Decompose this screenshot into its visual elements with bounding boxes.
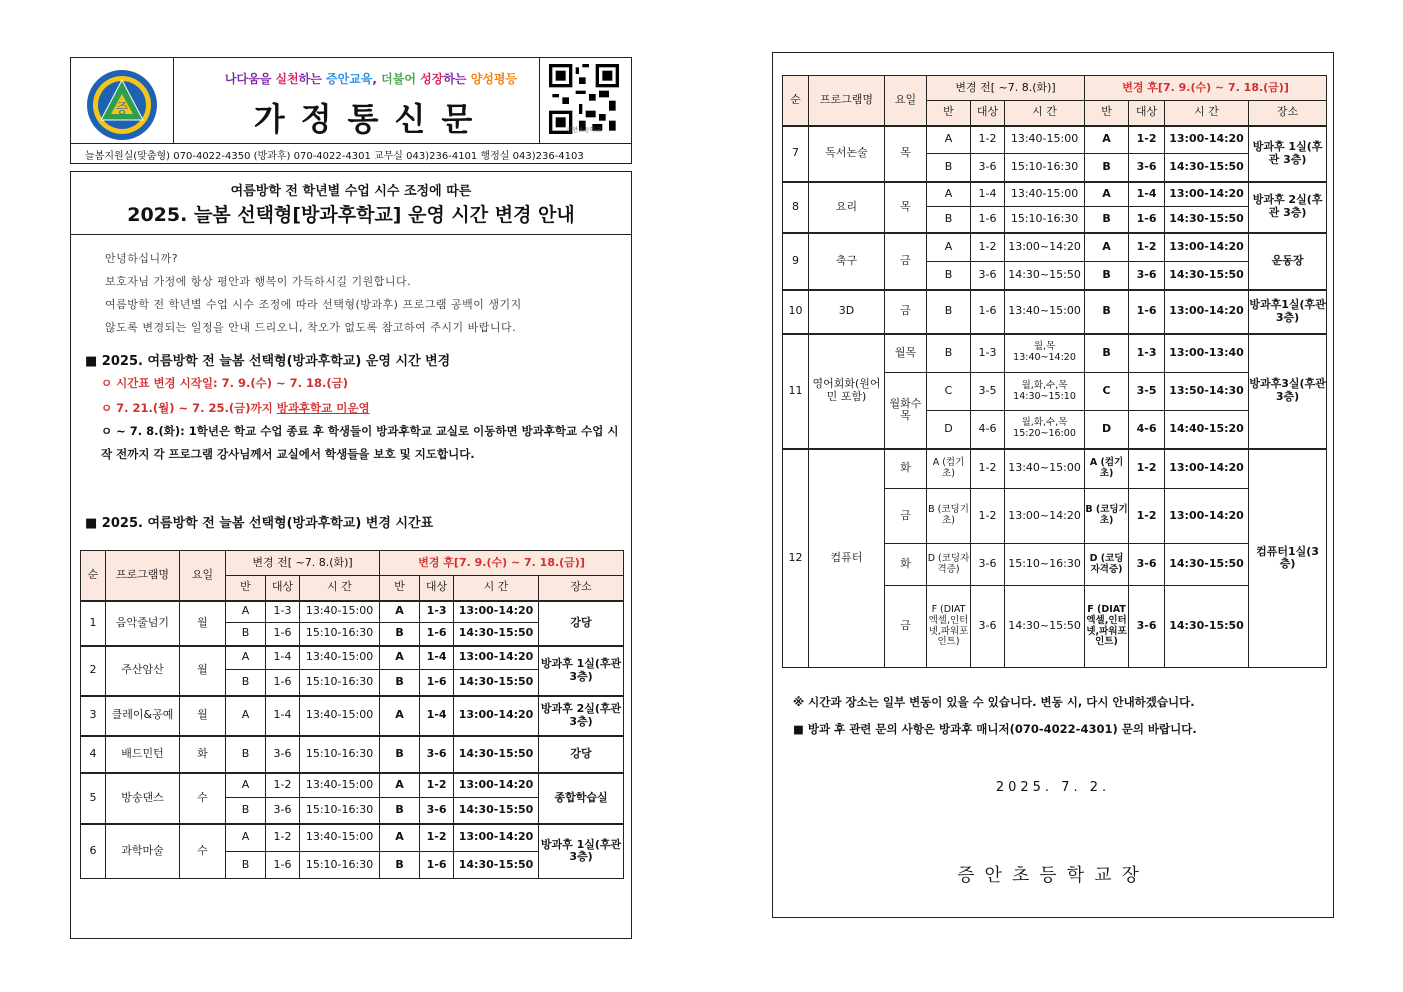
table-cell: 1-4 [266, 696, 300, 736]
table-cell: 3-6 [420, 798, 454, 824]
table-cell: 화 [885, 449, 927, 489]
header-class: 반 [927, 101, 971, 126]
table-cell: F (DIAT 엑셀,인터넷,파워포인트) [927, 586, 971, 668]
table-cell: A [927, 126, 971, 154]
table-cell: 컴퓨터1실(3층) [1249, 449, 1327, 668]
table-cell: 1-2 [1129, 489, 1165, 544]
table-cell: 13:00-14:20 [1165, 182, 1249, 207]
table-cell: A [1085, 182, 1129, 207]
table-cell: 강당 [539, 736, 624, 773]
table-cell: 3-6 [971, 154, 1005, 182]
header-target: 대상 [1129, 101, 1165, 126]
table-cell: 2 [81, 646, 106, 696]
table-cell: 9 [783, 233, 809, 290]
table-cell: B [927, 154, 971, 182]
table-cell: 1-6 [266, 670, 300, 696]
notice-box [70, 171, 632, 939]
table-cell: 1-2 [266, 824, 300, 852]
table-cell: 13:40~15:00 [1005, 290, 1085, 334]
table-cell: B [1085, 334, 1129, 373]
table-cell: 14:30~15:50 [1005, 262, 1085, 290]
table-cell: 1-2 [1129, 449, 1165, 489]
table-cell: B [1085, 207, 1129, 233]
contact-notice: ■ 방과 후 관련 문의 사항은 방과후 매니저(070-4022-4301) 문의 바랍니다. [793, 722, 1197, 736]
table-cell: 1-4 [1129, 182, 1165, 207]
table-row [783, 290, 1327, 334]
table-cell: 화 [180, 736, 226, 773]
table-cell: 3-6 [266, 736, 300, 773]
table-cell: A (컴기초) [927, 449, 971, 489]
table-cell: 13:40~15:00 [1005, 449, 1085, 489]
section-title: ■ 2025. 여름방학 전 늘봄 선택형(방과후학교) 변경 시간표 [85, 516, 434, 531]
table-cell: A (컴기초) [1085, 449, 1129, 489]
table-cell: 14:30~15:50 [1005, 586, 1085, 668]
table-cell: B [226, 623, 266, 646]
table-cell: B (코딩기초) [1085, 489, 1129, 544]
table-cell: 1-6 [420, 623, 454, 646]
header-before: 변경 전[ ~7. 8.(화)] [226, 551, 380, 576]
table-cell: 목 [885, 126, 927, 182]
table-cell: B [1085, 262, 1129, 290]
table-cell: 1-3 [266, 601, 300, 623]
table-cell: B [927, 290, 971, 334]
table-cell: 3-6 [971, 586, 1005, 668]
table-cell: 1-4 [420, 696, 454, 736]
table-cell: 수 [180, 773, 226, 824]
table-cell: 13:00~14:20 [1005, 233, 1085, 262]
table-row [783, 126, 1327, 154]
table-cell: 과학마술 [106, 824, 180, 879]
table-cell: B [927, 262, 971, 290]
table-cell: 14:30-15:50 [1165, 586, 1249, 668]
table-cell: 영어회화(원어민 포함) [809, 334, 885, 449]
left-page [70, 57, 632, 939]
divider [71, 234, 631, 235]
table-cell: 방과후 2실(후관 3층) [1249, 182, 1327, 233]
table-cell: 1-6 [1129, 207, 1165, 233]
table-row [81, 773, 624, 798]
right-page [772, 52, 1334, 918]
header-no: 순 [81, 551, 106, 601]
header-time: 시 간 [1005, 101, 1085, 126]
table-cell: 4-6 [971, 411, 1005, 449]
table-cell: 13:00-13:40 [1165, 334, 1249, 373]
table-cell: 월 [180, 696, 226, 736]
table-cell: 6 [81, 824, 106, 879]
table-cell: 1-2 [971, 489, 1005, 544]
table-cell: 4 [81, 736, 106, 773]
table-cell: 13:00-14:20 [454, 696, 539, 736]
table-cell: 13:00-14:20 [1165, 233, 1249, 262]
notice-subtitle: 여름방학 전 학년별 수업 시수 조정에 따른 [230, 184, 472, 199]
table-cell: 3-5 [971, 373, 1005, 411]
table-cell: 음악줄넘기 [106, 601, 180, 646]
table-cell: 3-6 [971, 262, 1005, 290]
table-cell: 월,화,수,목 15:20~16:00 [1005, 411, 1085, 449]
table-cell: 11 [783, 334, 809, 449]
header-time: 시 간 [454, 576, 539, 601]
bullet-start-date: ㅇ 시간표 변경 시작일: 7. 9.(수) ~ 7. 18.(금) [101, 376, 348, 390]
greeting-line: 않도록 변경되는 일정을 안내 드리오니, 착오가 없도록 참고하여 주시기 바랍니다. [105, 321, 517, 334]
section-title: ■ 2025. 여름방학 전 늘봄 선택형(방과후학교) 운영 시간 변경 [85, 354, 451, 369]
table-cell: 3-6 [1129, 544, 1165, 586]
table-cell: A [380, 824, 420, 852]
table-cell: B [226, 736, 266, 773]
table-cell: 1-3 [971, 334, 1005, 373]
header-day: 요일 [180, 551, 226, 601]
svg-text:증: 증 [115, 102, 129, 117]
table-cell: 월,화,수,목 14:30~15:10 [1005, 373, 1085, 411]
header-program: 프로그램명 [809, 76, 885, 126]
table-cell: B [927, 207, 971, 233]
table-cell: 15:10-16:30 [300, 670, 380, 696]
table-cell: 배드민턴 [106, 736, 180, 773]
qr-code-icon[interactable] [547, 64, 621, 134]
table-cell: B [1085, 154, 1129, 182]
table-cell: 13:00~14:20 [1005, 489, 1085, 544]
table-cell: 독서논술 [809, 126, 885, 182]
table-cell: 13:40-15:00 [300, 601, 380, 623]
table-cell: 1-3 [420, 601, 454, 623]
table-cell: 13:40-15:00 [300, 646, 380, 670]
table-cell: 3-6 [420, 736, 454, 773]
table-cell: 13:40-15:00 [300, 824, 380, 852]
table-row [783, 334, 1327, 373]
table-cell: 1-6 [266, 623, 300, 646]
table-cell: 방과후1실(후관 3층) [1249, 290, 1327, 334]
table-cell: C [1085, 373, 1129, 411]
table-cell: 1-6 [420, 670, 454, 696]
table-row [783, 233, 1327, 262]
table-cell: 월 [180, 646, 226, 696]
table-row [81, 601, 624, 623]
table-cell: 월목 [885, 334, 927, 373]
table-cell: 3-6 [266, 798, 300, 824]
greeting-line: 안녕하십니까? [105, 252, 179, 265]
table-cell: 축구 [809, 233, 885, 290]
header-program: 프로그램명 [106, 551, 180, 601]
table-cell: 13:40-15:00 [1005, 126, 1085, 154]
header-class: 반 [226, 576, 266, 601]
table-cell: 월화수목 [885, 373, 927, 449]
table-row [81, 696, 624, 736]
table-cell: A [380, 696, 420, 736]
header-class: 반 [380, 576, 420, 601]
divider [173, 58, 174, 143]
bullet-closed-period: ㅇ 7. 21.(월) ~ 7. 25.(금)까지 방과후학교 미운영 [101, 401, 370, 415]
table-cell: 1-2 [971, 126, 1005, 154]
table-cell: A [226, 773, 266, 798]
table-cell: 1-6 [266, 852, 300, 879]
table-row [81, 646, 624, 670]
table-cell: 1-6 [420, 852, 454, 879]
table-cell: 14:30-15:50 [454, 852, 539, 879]
divider [539, 58, 540, 143]
table-cell: B [1085, 290, 1129, 334]
table-cell: 13:00-14:20 [454, 773, 539, 798]
contact-info: 늘봄지원실(맞춤형) 070-4022-4350 (방과후) 070-4022-4301 교무실 043)236-4101 행정실 043)236-4103 [71, 143, 631, 162]
table-cell: A [226, 601, 266, 623]
table-cell: 15:10-16:30 [300, 852, 380, 879]
table-cell: 3-6 [1129, 262, 1165, 290]
table-cell: 13:00-14:20 [1165, 290, 1249, 334]
table-cell: 14:30-15:50 [454, 736, 539, 773]
table-cell: 3-5 [1129, 373, 1165, 411]
table-cell: 12 [783, 449, 809, 668]
table-cell: A [226, 646, 266, 670]
table-cell: 13:00-14:20 [1165, 489, 1249, 544]
table-cell: B [380, 623, 420, 646]
table-cell: B [226, 670, 266, 696]
table-cell: 13:40-15:00 [300, 696, 380, 736]
table-cell: A [380, 601, 420, 623]
table-cell: 운동장 [1249, 233, 1327, 290]
table-cell: 1-2 [266, 773, 300, 798]
table-cell: 금 [885, 489, 927, 544]
table-cell: 화 [885, 544, 927, 586]
table-cell: 1-4 [971, 182, 1005, 207]
table-cell: 3-6 [1129, 154, 1165, 182]
table-row [81, 824, 624, 852]
header-place: 장소 [539, 576, 624, 601]
table-cell: 월 [180, 601, 226, 646]
header-class: 반 [1085, 101, 1129, 126]
table-cell: 14:30-15:50 [1165, 544, 1249, 586]
table-row [783, 182, 1327, 207]
table-cell: 1-4 [420, 646, 454, 670]
header-target: 대상 [971, 101, 1005, 126]
table-cell: 14:30-15:50 [454, 798, 539, 824]
header-time: 시 간 [1165, 101, 1249, 126]
table-cell: 수 [180, 824, 226, 879]
table-cell: 5 [81, 773, 106, 824]
table-cell: C [927, 373, 971, 411]
header-day: 요일 [885, 76, 927, 126]
table-cell: 강당 [539, 601, 624, 646]
table-cell: 14:30-15:50 [1165, 207, 1249, 233]
table-cell: 방과후 1실(후관 3층) [539, 646, 624, 696]
table-cell: 3-6 [971, 544, 1005, 586]
table-cell: B [380, 852, 420, 879]
table-cell: 13:00-14:20 [454, 646, 539, 670]
table-cell: 1-4 [266, 646, 300, 670]
table-row [783, 449, 1327, 489]
table-cell: 15:10-16:30 [300, 798, 380, 824]
table-cell: B [226, 852, 266, 879]
qr-label: 증안초등학교 [566, 127, 602, 134]
header-time: 시 간 [300, 576, 380, 601]
greeting-line: 보호자님 가정에 항상 평안과 행복이 가득하시길 기원합니다. [105, 275, 412, 288]
table-cell: B [380, 736, 420, 773]
table-cell: 1-2 [1129, 233, 1165, 262]
table-cell: 방송댄스 [106, 773, 180, 824]
table-cell: 1-2 [971, 233, 1005, 262]
table-cell: 3 [81, 696, 106, 736]
table-row [81, 736, 624, 773]
table-cell: D [927, 411, 971, 449]
table-cell: 클레이&공예 [106, 696, 180, 736]
table-cell: 방과후 2실(후관 3층) [539, 696, 624, 736]
table-cell: B [380, 798, 420, 824]
table-cell: 13:40-15:00 [1005, 182, 1085, 207]
header-no: 순 [783, 76, 809, 126]
table-cell: D (코딩자격증) [927, 544, 971, 586]
table-cell: B [380, 670, 420, 696]
school-slogan: 나다움을 실천하는 증안교육, 더불어 성장하는 양성평등 [224, 72, 518, 86]
table-cell: A [927, 233, 971, 262]
schedule-table-continued [782, 75, 1327, 668]
table-cell: 1-6 [971, 207, 1005, 233]
header-after: 변경 후[7. 9.(수) ~ 7. 18.(금)] [380, 551, 624, 576]
table-cell: 1-2 [971, 449, 1005, 489]
table-cell: 13:00-14:20 [454, 601, 539, 623]
schedule-table [80, 550, 624, 879]
table-cell: A [380, 773, 420, 798]
table-cell: 3-6 [1129, 586, 1165, 668]
table-cell: 목 [885, 182, 927, 233]
table-cell: 방과후3실(후관 3층) [1249, 334, 1327, 449]
school-emblem-icon [85, 68, 159, 142]
table-cell: 1-6 [1129, 290, 1165, 334]
table-cell: 1-6 [971, 290, 1005, 334]
table-cell: 10 [783, 290, 809, 334]
change-notice: ※ 시간과 장소는 일부 변동이 있을 수 있습니다. 변동 시, 다시 안내하겠습니다. [793, 695, 1195, 709]
greeting-line: 여름방학 전 학년별 수업 시수 조정에 따라 선택형(방과후) 프로그램 공백이 생기지 [105, 298, 522, 311]
table-cell: 월,목 13:40~14:20 [1005, 334, 1085, 373]
table-cell: A [1085, 126, 1129, 154]
principal-signature: 증안초등학교장 [957, 865, 1149, 886]
bullet-first-grade: ㅇ ~ 7. 8.(화): 1학년은 학교 수업 종료 후 학생들이 방과후학교 교실로 이동하면 방과후학교 수업 시작 전까지 각 프로그램 강사님께서 교실에서 학생들을 보호 및 지도합니다. [101, 424, 619, 461]
table-cell: 15:10-16:30 [1005, 154, 1085, 182]
table-cell: 1-3 [1129, 334, 1165, 373]
table-cell: 14:30-15:50 [454, 623, 539, 646]
table-cell: A [1085, 233, 1129, 262]
header-place: 장소 [1249, 101, 1327, 126]
table-cell: A [226, 824, 266, 852]
table-cell: 1-2 [420, 773, 454, 798]
table-cell: 14:30-15:50 [1165, 154, 1249, 182]
table-cell: 15:10~16:30 [1005, 544, 1085, 586]
table-cell: 15:10-16:30 [1005, 207, 1085, 233]
table-cell: 종합학습실 [539, 773, 624, 824]
notice-title: 2025. 늘봄 선택형[방과후학교] 운영 시간 변경 안내 [127, 204, 575, 226]
table-cell: 13:00-14:20 [454, 824, 539, 852]
table-cell: 금 [885, 290, 927, 334]
header-target: 대상 [266, 576, 300, 601]
header-after: 변경 후[7. 9.(수) ~ 7. 18.(금)] [1085, 76, 1327, 101]
table-cell: 14:40-15:20 [1165, 411, 1249, 449]
table-cell: 7 [783, 126, 809, 182]
table-cell: 13:40-15:00 [300, 773, 380, 798]
table-cell: 3D [809, 290, 885, 334]
table-cell: 방과후 1실(후관 3층) [1249, 126, 1327, 182]
table-cell: 주산암산 [106, 646, 180, 696]
table-cell: 4-6 [1129, 411, 1165, 449]
table-cell: 1-2 [420, 824, 454, 852]
table-cell: 금 [885, 586, 927, 668]
table-cell: 8 [783, 182, 809, 233]
table-cell: 1-2 [1129, 126, 1165, 154]
table-cell: F (DIAT 엑셀,인터넷,파워포인트) [1085, 586, 1129, 668]
table-cell: 14:30-15:50 [1165, 262, 1249, 290]
header-before: 변경 전[ ~7. 8.(화)] [927, 76, 1085, 101]
table-cell: 방과후 1실(후관 3층) [539, 824, 624, 879]
header-target: 대상 [420, 576, 454, 601]
table-cell: 14:30-15:50 [454, 670, 539, 696]
issue-date: 2025. 7. 2. [995, 780, 1111, 795]
table-cell: 13:00-14:20 [1165, 126, 1249, 154]
table-cell: B (코딩기초) [927, 489, 971, 544]
table-cell: D [1085, 411, 1129, 449]
table-cell: 15:10-16:30 [300, 736, 380, 773]
table-cell: 13:50-14:30 [1165, 373, 1249, 411]
table-cell: 15:10-16:30 [300, 623, 380, 646]
newsletter-header [70, 57, 632, 164]
table-cell: 1 [81, 601, 106, 646]
table-cell: A [927, 182, 971, 207]
table-cell: A [380, 646, 420, 670]
table-cell: 컴퓨터 [809, 449, 885, 668]
table-cell: B [226, 798, 266, 824]
table-cell: 요리 [809, 182, 885, 233]
table-cell: 금 [885, 233, 927, 290]
table-cell: A [226, 696, 266, 736]
table-cell: D (코딩자격증) [1085, 544, 1129, 586]
table-cell: 13:00-14:20 [1165, 449, 1249, 489]
table-cell: B [927, 334, 971, 373]
newsletter-title: 가정통신문 [253, 100, 489, 138]
